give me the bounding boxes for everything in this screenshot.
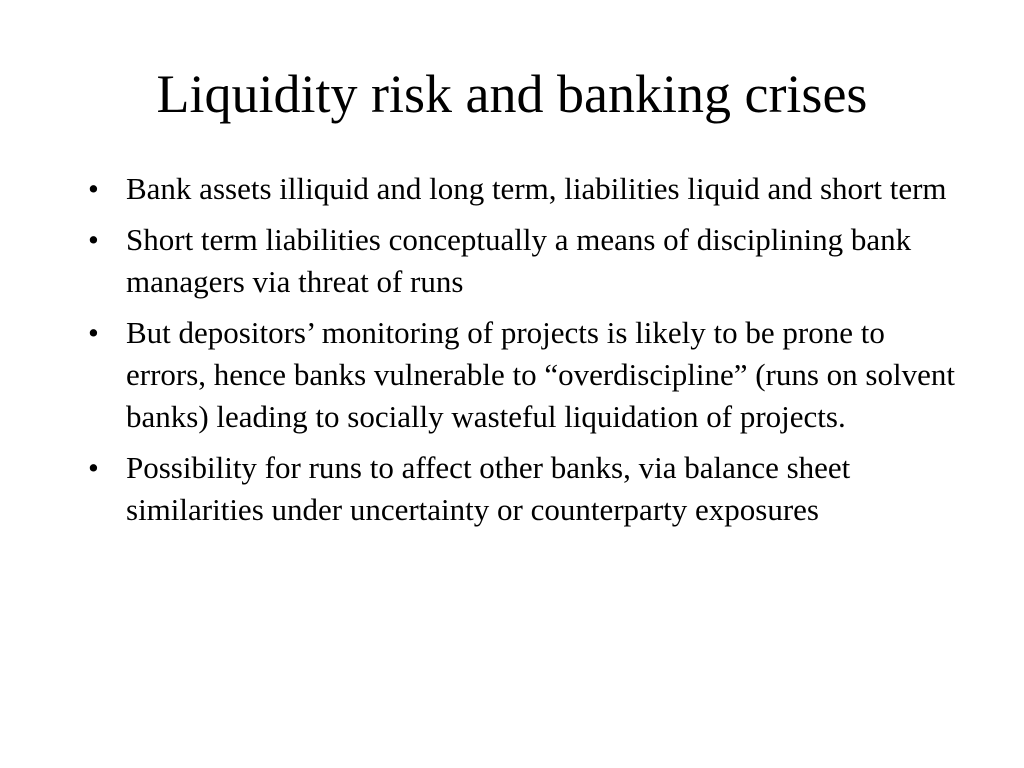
bullet-item (88, 219, 958, 303)
bullet-item (88, 168, 958, 210)
bullet-icon: • (88, 315, 99, 350)
bullet-text: But depositors’ monitoring of projects is likely to be prone to errors, hence banks vulnerable to “overdiscipline” (runs on solvent banks) leading to socially wasteful liquidation of projects. (126, 315, 955, 434)
bullet-text: Short term liabilities conceptually a means of disciplining bank managers via threat of runs (126, 222, 912, 299)
bullet-list (88, 168, 958, 540)
bullet-icon: • (88, 222, 99, 257)
bullet-item (88, 312, 958, 438)
slide-title: Liquidity risk and banking crises (156, 64, 868, 124)
bullet-text: Possibility for runs to affect other banks, via balance sheet similarities under uncertainty or counterparty exposures (126, 450, 851, 527)
bullet-item (88, 447, 958, 531)
bullet-icon: • (88, 450, 99, 485)
bullet-icon: • (88, 171, 99, 206)
bullet-text: Bank assets illiquid and long term, liabilities liquid and short term (126, 171, 947, 206)
